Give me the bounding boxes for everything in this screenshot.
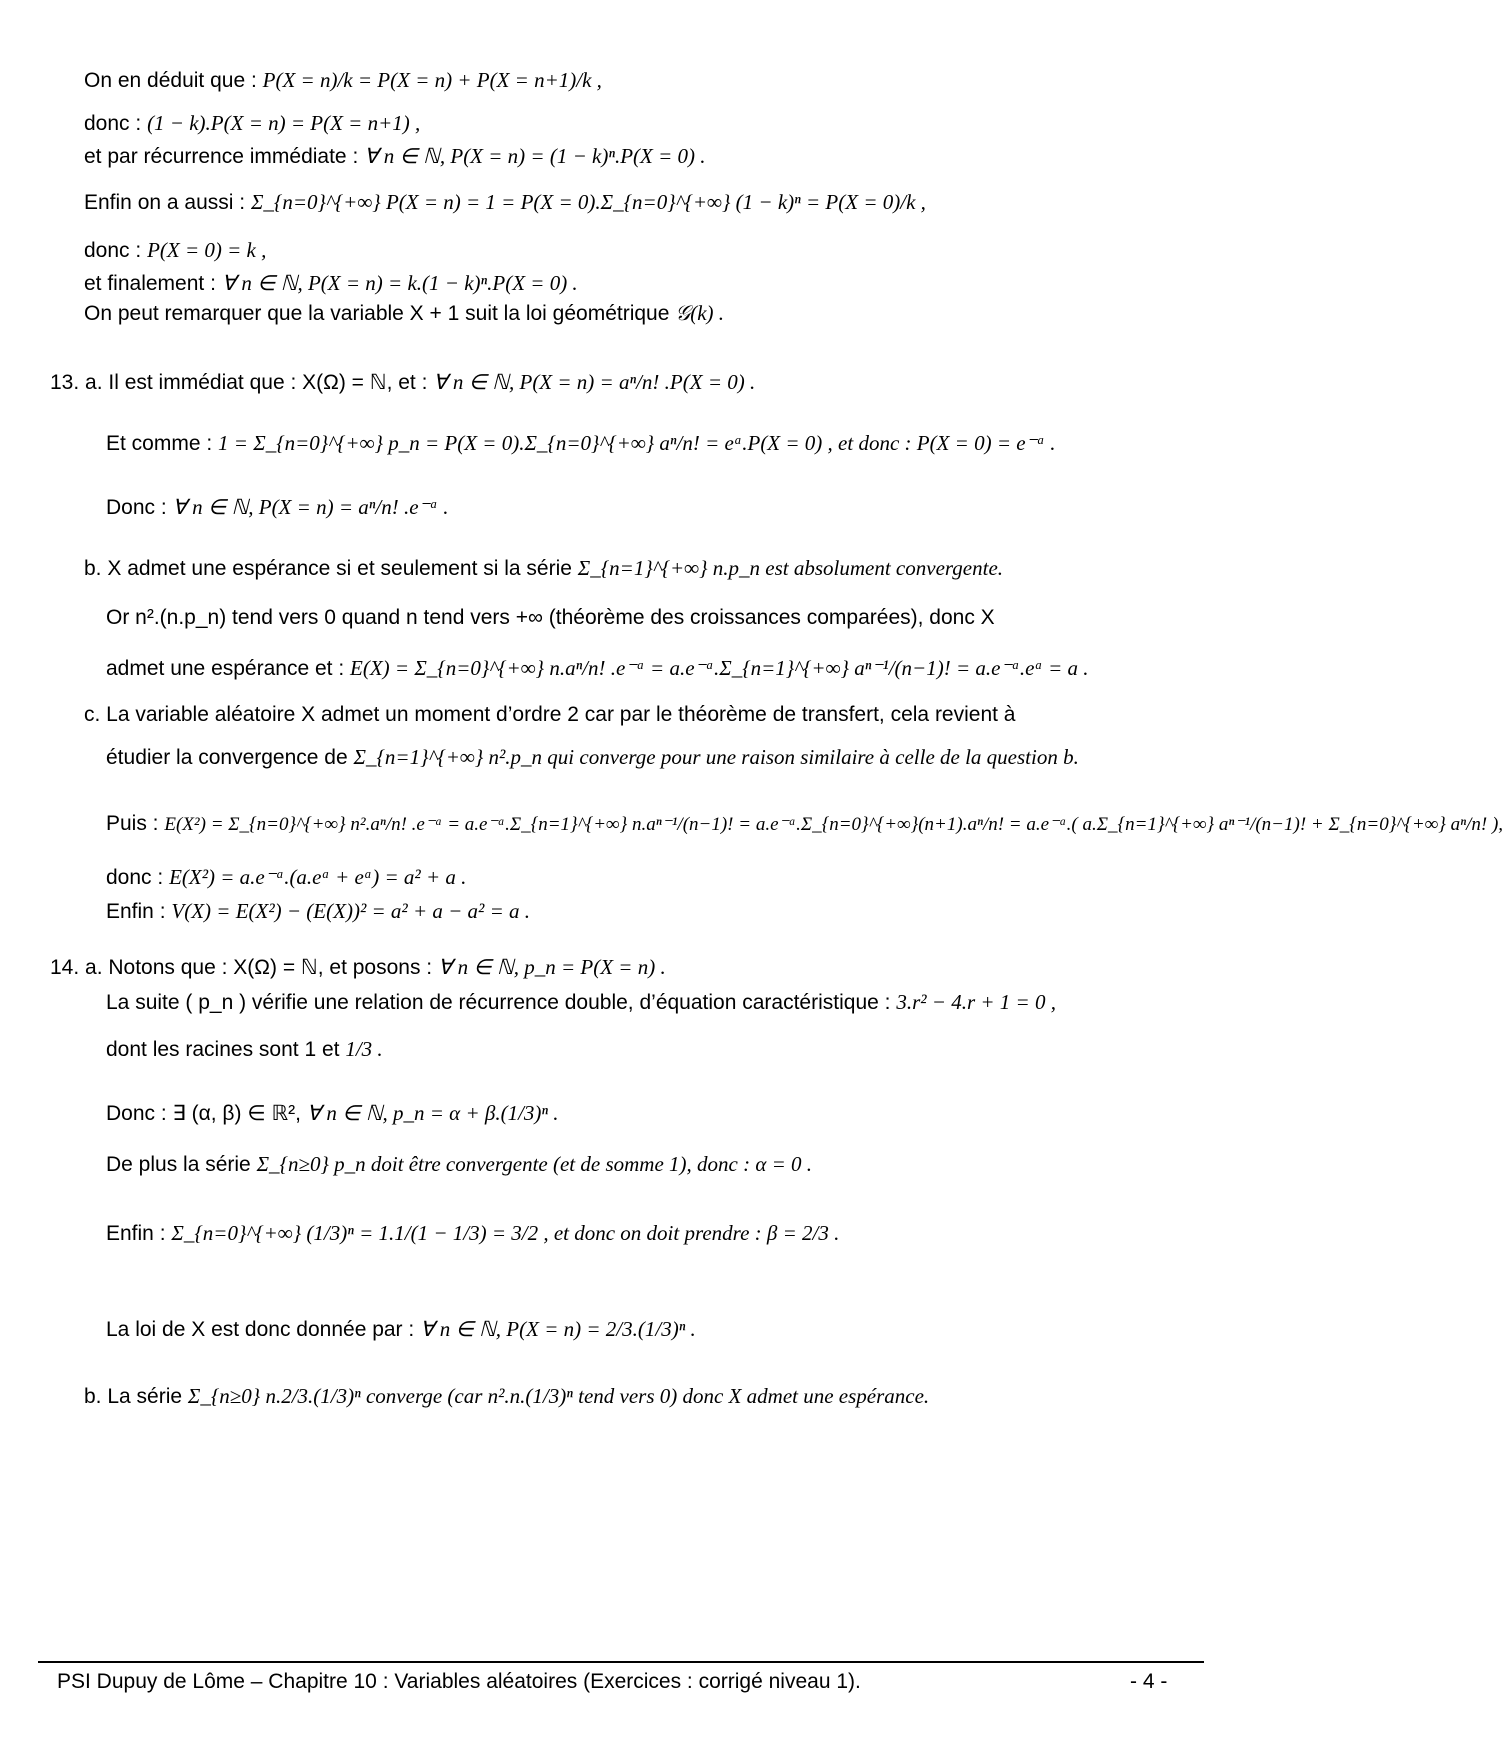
line-18: Enfin : V(X) = E(X²) − (E(X))² = a² + a − a² = a . bbox=[106, 899, 531, 923]
line-19: 14. a. Notons que : X(Ω) = ℕ, et posons : ∀ n ∈ ℕ, p_n = P(X = n) . bbox=[50, 955, 666, 979]
line-1: On en déduit que : P(X = n)/k = P(X = n) + P(X = n+1)/k , bbox=[84, 68, 602, 92]
line-24: Enfin : Σ_{n=0}^{+∞} (1/3)ⁿ = 1.1/(1 − 1/3) = 3/2 , et donc on doit prendre : β = 2/3 . bbox=[106, 1221, 840, 1245]
footer-divider bbox=[38, 1661, 1204, 1663]
line-21: dont les racines sont 1 et 1/3 . bbox=[106, 1037, 383, 1061]
line-17: donc : E(X²) = a.e⁻ᵃ.(a.eᵃ + eᵃ) = a² + a . bbox=[106, 865, 467, 889]
line-2: donc : (1 − k).P(X = n) = P(X = n+1) , bbox=[84, 111, 421, 135]
line-4: Enfin on a aussi : Σ_{n=0}^{+∞} P(X = n) = 1 = P(X = 0).Σ_{n=0}^{+∞} (1 − k)ⁿ = P(X = 0)/k , bbox=[84, 190, 926, 214]
line-20: La suite ( p_n ) vérifie une relation de récurrence double, d’équation caractéristique : 3.r² − 4.r + 1 = 0 , bbox=[106, 990, 1056, 1014]
line-5: donc : P(X = 0) = k , bbox=[84, 238, 267, 262]
line-13: admet une espérance et : E(X) = Σ_{n=0}^{+∞} n.aⁿ/n! .e⁻ᵃ = a.e⁻ᵃ.Σ_{n=1}^{+∞} aⁿ⁻¹/(n−1)! = a.e⁻ᵃ.eᵃ = a . bbox=[106, 656, 1089, 680]
line-12: Or n².(n.p_n) tend vers 0 quand n tend vers +∞ (théorème des croissances comparées), donc X bbox=[106, 606, 995, 629]
line-26: b. La série Σ_{n≥0} n.2/3.(1/3)ⁿ converge (car n².n.(1/3)ⁿ tend vers 0) donc X admet une espérance. bbox=[84, 1384, 930, 1408]
line-14: c. La variable aléatoire X admet un moment d’ordre 2 car par le théorème de transfert, cela revient à bbox=[84, 703, 1016, 726]
line-8: 13. a. Il est immédiat que : X(Ω) = ℕ, et : ∀ n ∈ ℕ, P(X = n) = aⁿ/n! .P(X = 0) . bbox=[50, 370, 756, 394]
line-15: étudier la convergence de Σ_{n=1}^{+∞} n².p_n qui converge pour une raison similaire à celle de la question b. bbox=[106, 745, 1079, 769]
line-6: et finalement : ∀ n ∈ ℕ, P(X = n) = k.(1 − k)ⁿ.P(X = 0) . bbox=[84, 271, 578, 295]
line-22: Donc : ∃ (α, β) ∈ ℝ², ∀ n ∈ ℕ, p_n = α + β.(1/3)ⁿ . bbox=[106, 1101, 559, 1125]
line-3: et par récurrence immédiate : ∀ n ∈ ℕ, P(X = n) = (1 − k)ⁿ.P(X = 0) . bbox=[84, 144, 706, 168]
line-16: Puis : E(X²) = Σ_{n=0}^{+∞} n².aⁿ/n! .e⁻ᵃ = a.e⁻ᵃ.Σ_{n=1}^{+∞} n.aⁿ⁻¹/(n−1)! = a.e⁻ᵃ.Σ_{n=0}^{+∞}(n+1).aⁿ/n! = a.e⁻ᵃ.( a.Σ_{n=1}^{+∞} aⁿ⁻¹/(n−1)! + Σ_{n=0}^{+∞} aⁿ/n! ), bbox=[106, 812, 1503, 835]
line-23: De plus la série Σ_{n≥0} p_n doit être convergente (et de somme 1), donc : α = 0 . bbox=[106, 1152, 813, 1176]
line-11: b. X admet une espérance si et seulement si la série Σ_{n=1}^{+∞} n.p_n est absolument convergente. bbox=[84, 556, 1004, 580]
line-25: La loi de X est donc donnée par : ∀ n ∈ ℕ, P(X = n) = 2/3.(1/3)ⁿ . bbox=[106, 1317, 696, 1341]
line-10: Donc : ∀ n ∈ ℕ, P(X = n) = aⁿ/n! .e⁻ᵃ . bbox=[106, 495, 449, 519]
page-number: - 4 - bbox=[1130, 1670, 1168, 1693]
line-9: Et comme : 1 = Σ_{n=0}^{+∞} p_n = P(X = 0).Σ_{n=0}^{+∞} aⁿ/n! = eᵃ.P(X = 0) , et donc : P(X = 0) = e⁻ᵃ . bbox=[106, 431, 1056, 455]
footer-title: PSI Dupuy de Lôme – Chapitre 10 : Variables aléatoires (Exercices : corrigé niveau 1). bbox=[57, 1670, 861, 1693]
line-7: On peut remarquer que la variable X + 1 suit la loi géométrique 𝒢(k) . bbox=[84, 301, 725, 325]
